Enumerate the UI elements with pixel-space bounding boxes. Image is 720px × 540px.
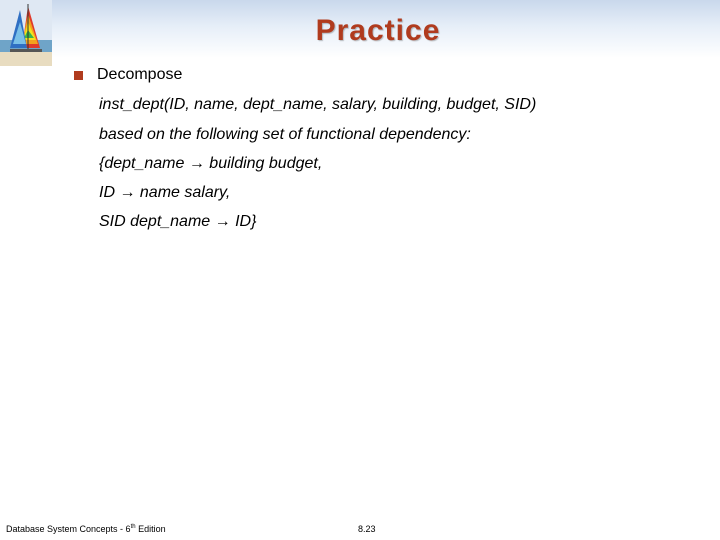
relation-schema: inst_dept(ID, name, dept_name, salary, building, budget, SID)	[99, 96, 537, 113]
bullet-item	[74, 66, 182, 84]
slide-title: Practice	[315, 14, 441, 47]
bullet-text: Decompose	[97, 66, 183, 83]
instruction-line: based on the following set of functional dependency:	[99, 126, 471, 143]
square-bullet-icon	[74, 71, 83, 80]
footer-book-title: Database System Concepts - 6th Edition	[6, 524, 166, 534]
fd-line-1: {dept_name → building budget,	[99, 155, 323, 172]
footer-page-number: 8.23	[358, 524, 376, 534]
fd-line-3: SID dept_name → ID}	[99, 213, 257, 230]
fd-line-2: ID → name salary,	[99, 184, 231, 201]
